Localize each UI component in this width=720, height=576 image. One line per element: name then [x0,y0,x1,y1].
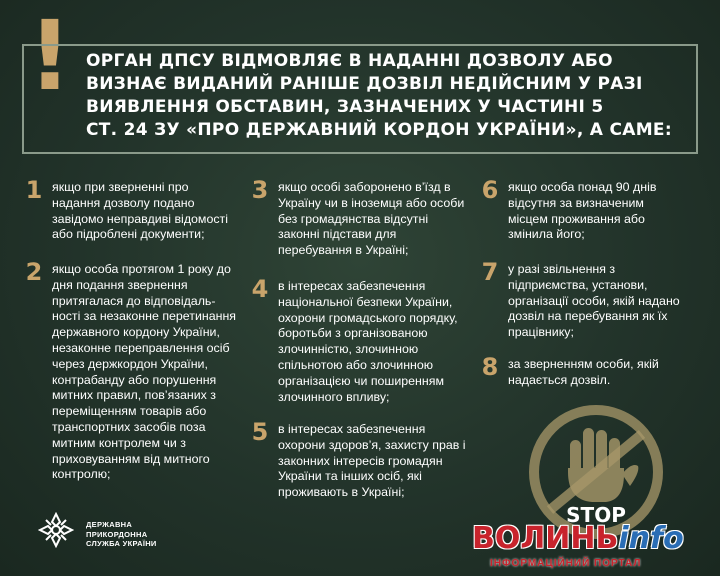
item-line: ності за незаконне перетинання [52,309,237,324]
item-line: в інтересах забезпечення [278,422,426,436]
item-number: 4 [251,275,269,303]
headline-line: ОРГАН ДПСУ ВІДМОВЛЯЄ В НАДАННІ ДОЗВОЛУ АБО [86,51,613,71]
item-line: законні підстави для [278,227,397,242]
item-6 [478,176,708,250]
item-7 [478,258,708,352]
item-text [508,262,680,341]
headline-line: СТ. 24 ЗУ «ПРО ДЕРЖАВНИЙ КОРДОН УКРАЇНИ», А САМЕ: [86,120,672,140]
dpsu-name-line: СЛУЖБА УКРАЇНИ [86,539,157,548]
item-line: перебування в Україні; [278,243,409,258]
headline [86,50,696,142]
item-1 [22,176,252,250]
item-line: або підроблені документи; [52,227,205,242]
item-line: через держкордон України, [52,356,208,371]
item-text [508,180,656,243]
item-number: 3 [251,176,269,204]
item-line: організації особи, якій надано [508,293,680,308]
item-text [52,262,236,483]
watermark-logo-main: ВОЛИНЬ [472,521,619,556]
item-line: завідомо неправдиві відомості [52,211,228,226]
item-line: транспортних засобів поза [52,419,206,434]
dpsu-name [86,520,176,549]
item-line: притягалася до відповідаль- [52,293,216,308]
watermark [472,522,716,576]
item-line: митних правил, пов’язаних з [52,388,216,403]
item-text [278,279,458,405]
item-3 [248,176,478,270]
item-line: митним контролем чи з [52,435,186,450]
item-line: дозвіл на перебування як їх [508,309,668,324]
item-line: надання дозволу подано [52,195,195,210]
item-line: спільнотою або злочинною [278,357,434,372]
watermark-subtitle: ІНФОРМАЦІЙНИЙ ПОРТАЛ [490,558,642,569]
item-line: приховуванням від митного [52,451,210,466]
item-line: дня подання звернення [52,277,188,292]
item-line: відсутня за визначеним [508,195,644,210]
item-5 [248,418,478,512]
item-text [278,180,464,259]
item-text [508,357,659,389]
item-4 [248,275,478,409]
item-line: злочинного впливу; [278,389,390,404]
dpsu-emblem-icon [38,512,74,548]
item-line: контролю; [52,467,111,482]
stop-label: STOP [566,503,626,527]
exclamation-mark: ! [28,0,72,112]
item-line: злочинністю, злочинною [278,342,419,357]
item-line: незаконне переправлення осіб [52,340,230,355]
item-line: боротьби з організованою [278,326,428,341]
item-number: 8 [481,353,499,381]
item-line: за зверненням особи, якій [508,357,659,371]
item-line: якщо при зверненні про [52,180,189,194]
item-line: місцем проживання або [508,211,645,226]
watermark-logo-suffix: info [618,521,684,556]
item-line: якщо особа протягом 1 року до [52,262,231,276]
item-line: надається дозвіл. [508,372,611,387]
item-line: державного кордону України, [52,325,220,340]
item-line: в інтересах забезпечення [278,279,426,293]
item-8 [478,353,708,397]
item-line: у разі звільнення з [508,262,616,276]
item-text [278,422,466,501]
item-number: 7 [481,258,499,286]
item-line: підприємства, установи, [508,277,648,292]
item-line: Україну чи в іноземця або особи [278,195,465,210]
item-line: переміщенням товарів або [52,404,207,419]
headline-line: ВИЯВЛЕННЯ ОБСТАВИН, ЗАЗНАЧЕНИХ У ЧАСТИНІ 5 [86,97,604,117]
headline-line: ВИЗНАЄ ВИДАНИЙ РАНІШЕ ДОЗВІЛ НЕДІЙСНИМ У РАЗІ [86,74,643,94]
item-number: 1 [25,176,43,204]
item-line: якщо особі заборонено в’їзд в [278,180,451,194]
dpsu-name-line: ДЕРЖАВНА [86,520,133,529]
watermark-logo [472,522,684,556]
item-line: законних інтересів громадян [278,453,443,468]
item-line: працівнику; [508,325,574,340]
dpsu-name-line: ПРИКОРДОННА [86,529,148,539]
item-number: 6 [481,176,499,204]
item-line: національної безпеки України, [278,294,453,309]
item-line: якщо особа понад 90 днів [508,180,657,194]
item-line: України та інших осіб, які [278,469,422,484]
item-number: 2 [25,258,43,286]
item-text [52,180,228,243]
item-line: змінила його; [508,227,585,242]
item-2 [22,258,252,492]
item-line: охорони здоров’я, захисту прав і [278,437,466,452]
item-line: проживають в Україні; [278,485,405,500]
item-line: охорони громадського порядку, [278,310,458,325]
item-line: контрабанду або порушення [52,372,217,387]
item-line: без громадянства відсутні [278,211,429,226]
item-line: організацією чи поширенням [278,373,444,388]
item-number: 5 [251,418,269,446]
